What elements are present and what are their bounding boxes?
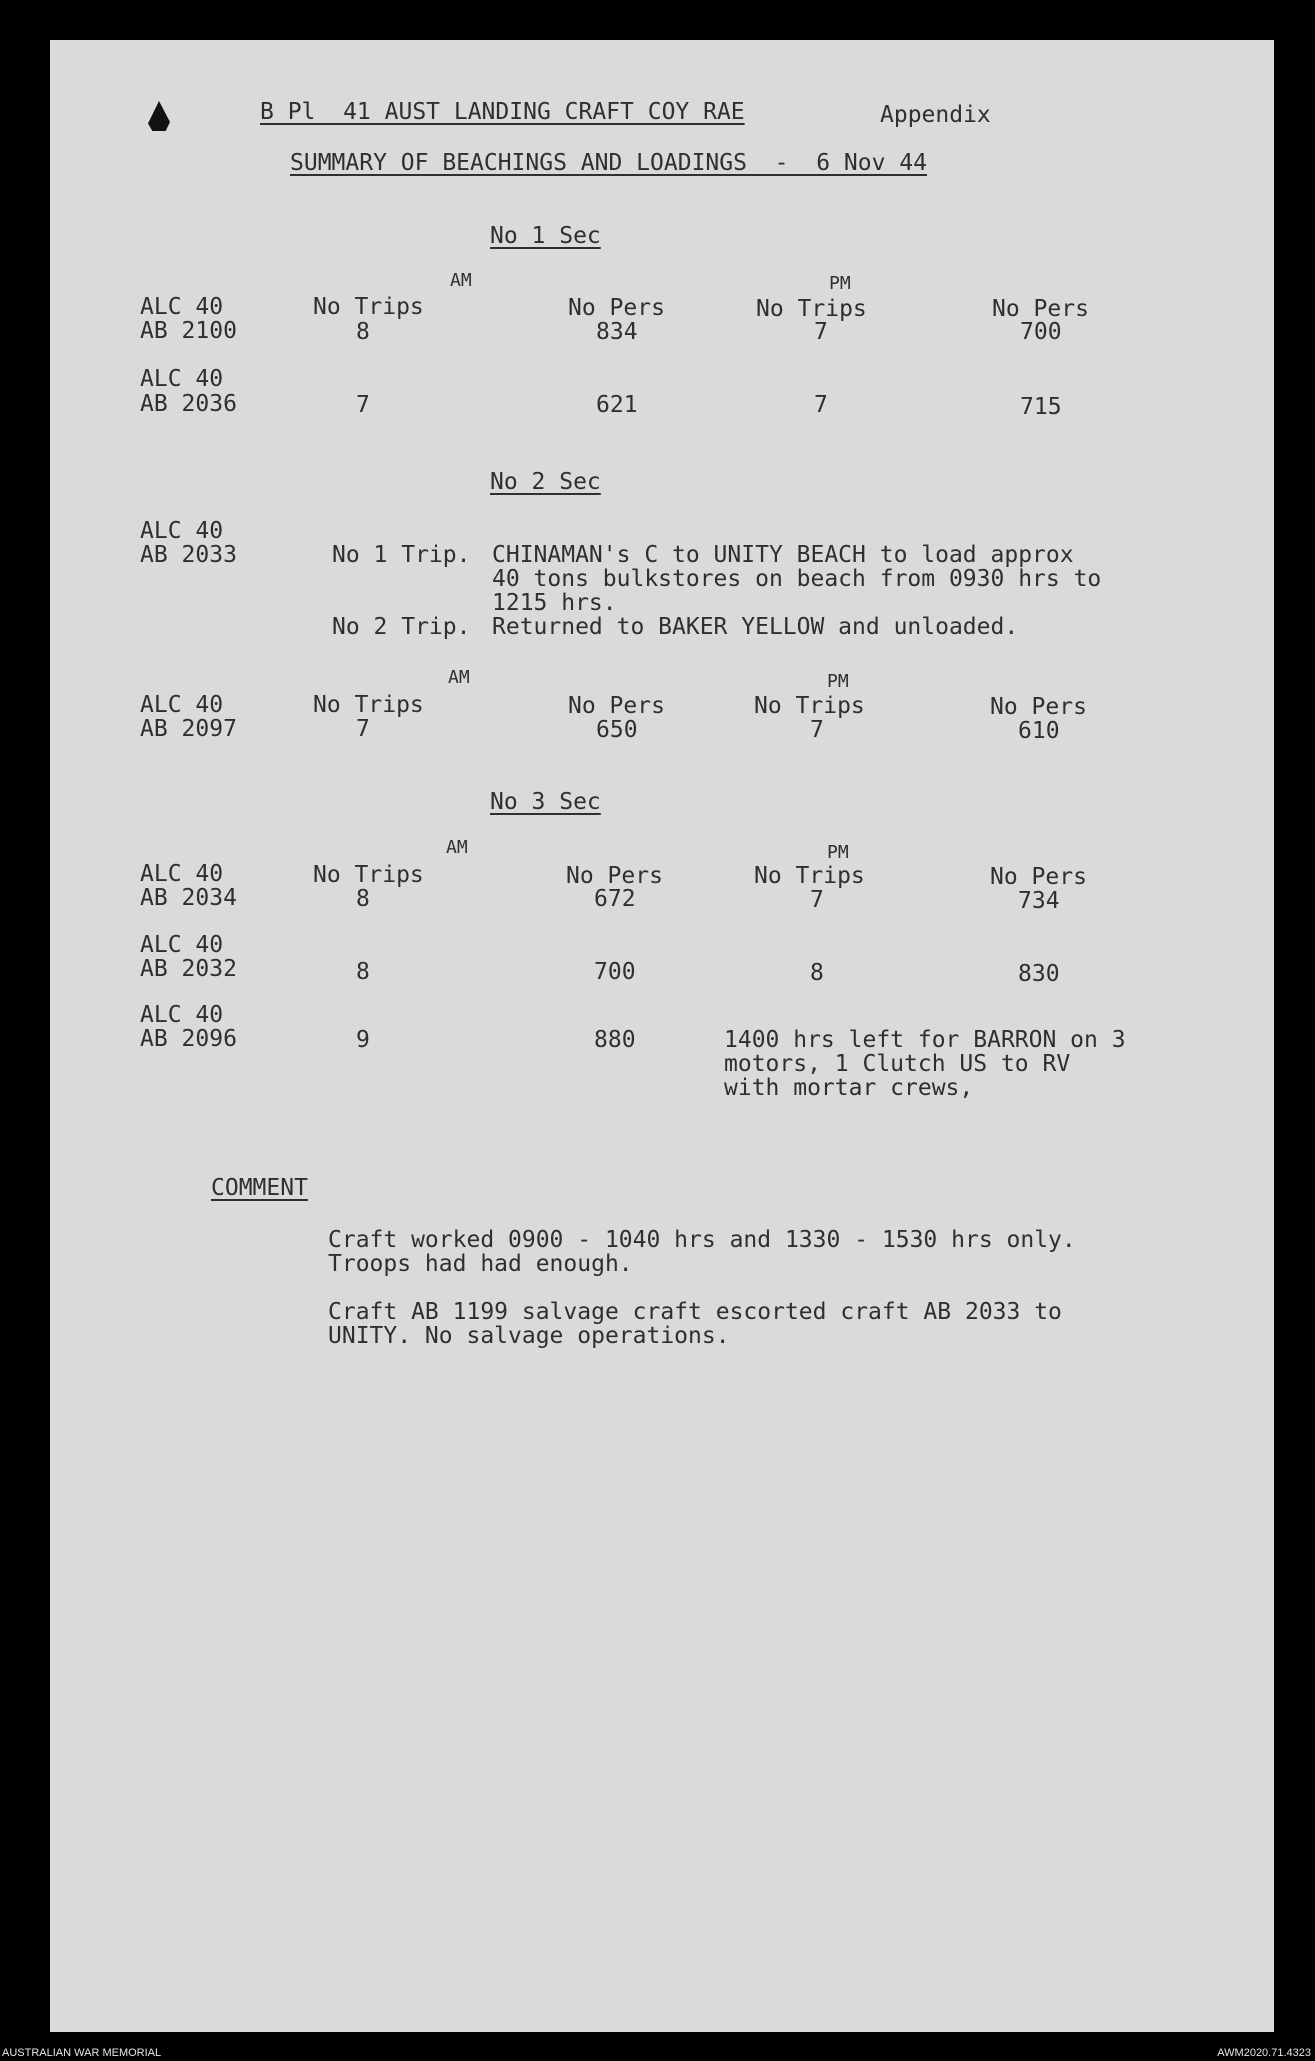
s2-row2-craft: ALC 40 xyxy=(140,692,224,718)
s1-row2-pm-pers: 715 xyxy=(1020,394,1062,420)
s3-row3-craft: ALC 40 xyxy=(140,1002,224,1028)
s3-row3-note-line2: motors, 1 Clutch US to RV xyxy=(724,1051,1071,1077)
section2-title: No 2 Sec xyxy=(490,469,601,495)
comment-para1-line1: Craft worked 0900 - 1040 hrs and 1330 - 1530 hrs only. xyxy=(328,1227,1076,1253)
s3-row3-note-line1: 1400 hrs left for BARRON on 3 xyxy=(724,1027,1126,1053)
s1-row1-craft: ALC 40 xyxy=(140,294,224,320)
s3-row3-note-line3: with mortar crews, xyxy=(724,1075,974,1101)
s3-row1-pm-trips: 7 xyxy=(810,887,824,913)
s1-col-pm-trips: No Trips xyxy=(756,296,867,322)
s2-row2-pm-trips: 7 xyxy=(810,717,824,743)
comment-para2-line1: Craft AB 1199 salvage craft escorted craft AB 2033 to xyxy=(328,1299,1062,1325)
s3-row3-am-pers: 880 xyxy=(594,1027,636,1053)
s3-row1-am-pers: 672 xyxy=(594,886,636,912)
s2-row2-am-trips: 7 xyxy=(356,716,370,742)
s1-row1-pm-pers: 700 xyxy=(1020,319,1062,345)
s2-trip1-line1: CHINAMAN's C to UNITY BEACH to load approx xyxy=(492,542,1074,568)
section3-title: No 3 Sec xyxy=(490,789,601,815)
s2-trip1-label: No 1 Trip. xyxy=(332,542,471,568)
s3-row2-am-pers: 700 xyxy=(594,959,636,985)
s3-row1-pm-pers: 734 xyxy=(1018,888,1060,914)
s2-row2-am-pers: 650 xyxy=(596,717,638,743)
s1-row2-am-trips: 7 xyxy=(356,392,370,418)
s3-row1-craft: ALC 40 xyxy=(140,861,224,887)
section1-pm-label: PM xyxy=(829,273,851,294)
s3-col-pm-pers: No Pers xyxy=(990,864,1087,890)
s3-col-pm-trips: No Trips xyxy=(754,863,865,889)
s3-row2-id: AB 2032 xyxy=(140,956,237,982)
s3-row2-craft: ALC 40 xyxy=(140,932,224,958)
section2-pm-label: PM xyxy=(827,671,849,692)
s3-row1-am-trips: 8 xyxy=(356,886,370,912)
s2-row2-pm-pers: 610 xyxy=(1018,718,1060,744)
s2-row2-id: AB 2097 xyxy=(140,716,237,742)
document-page xyxy=(50,40,1274,2032)
s1-row2-id: AB 2036 xyxy=(140,391,237,417)
s1-row1-pm-trips: 7 xyxy=(814,319,828,345)
s2-row1-craft: ALC 40 xyxy=(140,518,224,544)
footer-institution: AUSTRALIAN WAR MEMORIAL xyxy=(2,2047,162,2059)
comment-heading: COMMENT xyxy=(211,1175,308,1201)
s2-col-am-pers: No Pers xyxy=(568,693,665,719)
s3-row3-id: AB 2096 xyxy=(140,1026,237,1052)
s3-col-am-pers: No Pers xyxy=(566,863,663,889)
s2-col-pm-trips: No Trips xyxy=(754,693,865,719)
punch-hole xyxy=(148,101,170,131)
s3-row2-pm-trips: 8 xyxy=(810,960,824,986)
s3-col-am-trips: No Trips xyxy=(313,862,424,888)
s2-col-pm-pers: No Pers xyxy=(990,694,1087,720)
s1-row1-am-trips: 8 xyxy=(356,319,370,345)
section3-am-label: AM xyxy=(446,837,468,858)
s1-row2-pm-trips: 7 xyxy=(814,392,828,418)
unit-title: B Pl 41 AUST LANDING CRAFT COY RAE xyxy=(260,99,745,125)
s1-row2-am-pers: 621 xyxy=(596,392,638,418)
comment-para1-line2: Troops had had enough. xyxy=(328,1251,633,1277)
s2-trip1-line3: 1215 hrs. xyxy=(492,590,617,616)
s3-row2-am-trips: 8 xyxy=(356,959,370,985)
s1-col-am-trips: No Trips xyxy=(313,294,424,320)
s2-trip2-text: Returned to BAKER YELLOW and unloaded. xyxy=(492,614,1019,640)
s1-row1-am-pers: 834 xyxy=(596,319,638,345)
s1-col-am-pers: No Pers xyxy=(568,295,665,321)
s3-row3-am-trips: 9 xyxy=(356,1027,370,1053)
section3-pm-label: PM xyxy=(827,842,849,863)
s2-trip2-label: No 2 Trip. xyxy=(332,614,471,640)
s3-row1-id: AB 2034 xyxy=(140,885,237,911)
footer-catalogue-number: AWM2020.71.4323 xyxy=(1217,2047,1311,2059)
s1-row1-id: AB 2100 xyxy=(140,318,237,344)
section1-am-label: AM xyxy=(450,270,472,291)
s3-row2-pm-pers: 830 xyxy=(1018,961,1060,987)
comment-para2-line2: UNITY. No salvage operations. xyxy=(328,1323,730,1349)
section2-am-label: AM xyxy=(448,667,470,688)
s2-row1-id: AB 2033 xyxy=(140,542,237,568)
s1-col-pm-pers: No Pers xyxy=(992,296,1089,322)
appendix-label: Appendix xyxy=(880,102,991,128)
s2-trip1-line2: 40 tons bulkstores on beach from 0930 hrs to xyxy=(492,566,1102,592)
s1-row2-craft: ALC 40 xyxy=(140,366,224,392)
section1-title: No 1 Sec xyxy=(490,223,601,249)
s2-col-am-trips: No Trips xyxy=(313,692,424,718)
summary-title: SUMMARY OF BEACHINGS AND LOADINGS - 6 Nov 44 xyxy=(290,150,927,176)
